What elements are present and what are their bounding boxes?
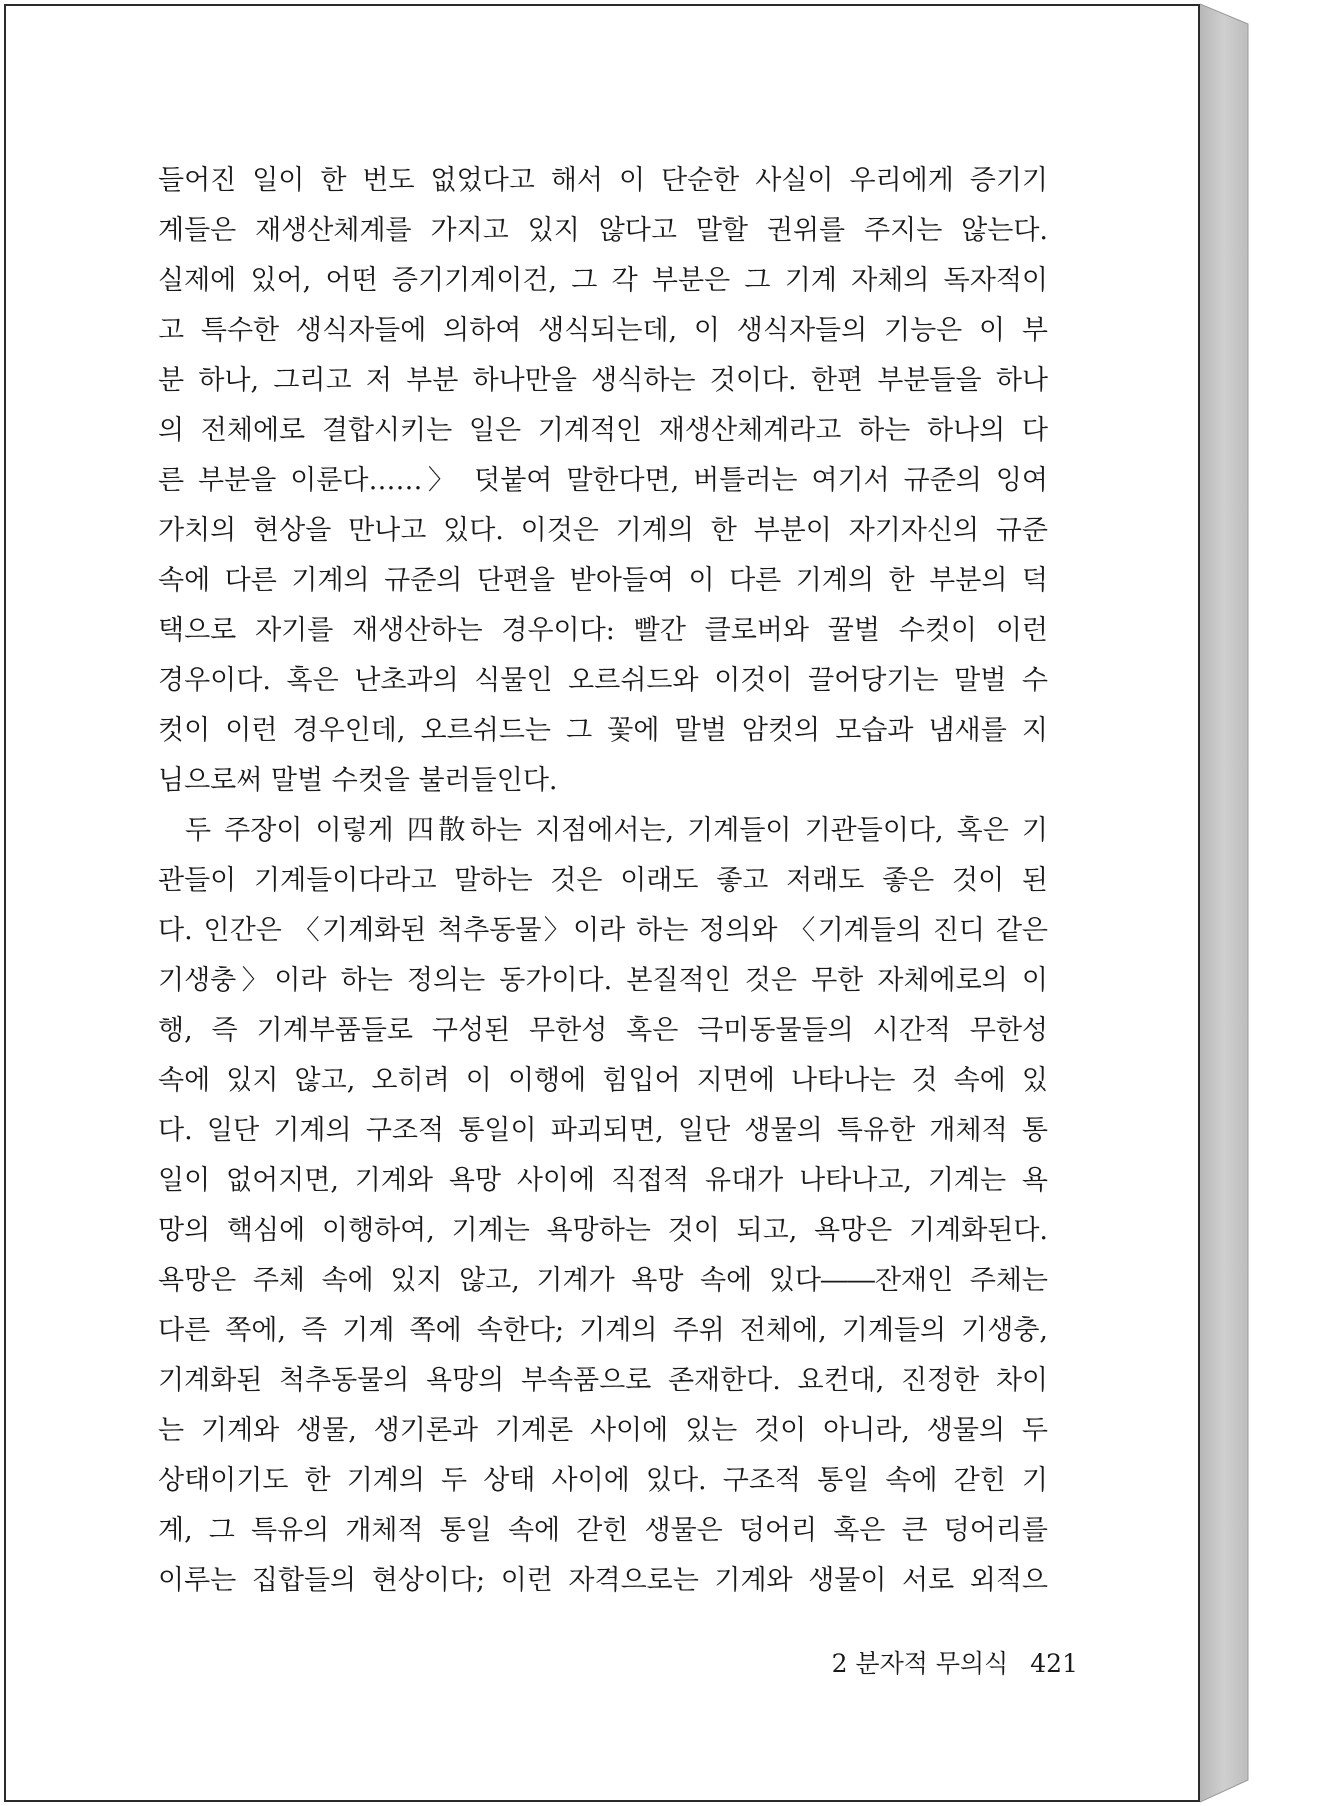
text-line-8: 가치의 현상을 만나고 있다. 이것은 기계의 한 부분이 자기자신의 규준 (158, 515, 1048, 546)
text-line-9: 속에 다른 기계의 규준의 단편을 받아들여 이 다른 기계의 한 부분의 덕 (158, 565, 1048, 596)
text-line-2: 계들은 재생산체계를 가지고 있지 않다고 말할 권위를 주지는 않는다. (158, 215, 1048, 246)
text-line-12: 컷이 이런 경우인데, 오르쉬드는 그 꽃에 말벌 암컷의 모습과 냄새를 지 (158, 715, 1048, 746)
text-line-19: 속에 있지 않고, 오히려 이 이행에 힘입어 지면에 나타나는 것 속에 있 (158, 1065, 1048, 1096)
text-line-13: 님으로써 말벌 수컷을 불러들인다. (158, 765, 558, 796)
text-line-27: 상태이기도 한 기계의 두 상태 사이에 있다. 구조적 통일 속에 갇힌 기 (158, 1465, 1048, 1496)
text-line-24: 다른 쪽에, 즉 기계 쪽에 속한다; 기계의 주위 전체에, 기계들의 기생충, (158, 1315, 1048, 1346)
text-line-11: 경우이다. 혹은 난초과의 식물인 오르쉬드와 이것이 끌어당기는 말벌 수 (158, 665, 1048, 696)
text-line-26: 는 기계와 생물, 생기론과 기계론 사이에 있는 것이 아니라, 생물의 두 (158, 1415, 1048, 1446)
text-line-28: 계, 그 특유의 개체적 통일 속에 갇힌 생물은 덩어리 혹은 큰 덩어리를 (158, 1515, 1048, 1546)
book-edge-face (1200, 4, 1248, 1802)
text-line-10: 택으로 자기를 재생산하는 경우이다: 빨간 클로버와 꿀벌 수컷이 이런 (158, 615, 1048, 646)
book-edge-shape (1200, 0, 1320, 1806)
book-edge (1200, 0, 1320, 1806)
text-line-17: 기생충〉이라 하는 정의는 동가이다. 본질적인 것은 무한 자체에로의 이 (158, 965, 1048, 996)
text-line-5: 분 하나, 그리고 저 부분 하나만을 생식하는 것이다. 한편 부분들을 하나 (158, 365, 1048, 396)
text-line-15: 관들이 기계들이다라고 말하는 것은 이래도 좋고 저래도 좋은 것이 된 (158, 865, 1048, 896)
body-text (158, 156, 1048, 1606)
page-number: 421 (1030, 1649, 1078, 1678)
running-footer-chapter: 2 분자적 무의식 (831, 1649, 1009, 1678)
text-line-21: 일이 없어지면, 기계와 욕망 사이에 직접적 유대가 나타나고, 기계는 욕 (158, 1165, 1048, 1196)
text-line-14: 두 주장이 이렇게 四散하는 지점에서는, 기계들이 기관들이다, 혹은 기 (185, 815, 1048, 846)
text-line-23: 욕망은 주체 속에 있지 않고, 기계가 욕망 속에 있다――잔재인 주체는 (158, 1265, 1048, 1296)
book-page (4, 4, 1200, 1802)
text-line-6: 의 전체에로 결합시키는 일은 기계적인 재생산체계라고 하는 하나의 다 (158, 415, 1048, 446)
text-line-1: 들어진 일이 한 번도 없었다고 해서 이 단순한 사실이 우리에게 증기기 (158, 165, 1048, 196)
text-line-29: 이루는 집합들의 현상이다; 이런 자격으로는 기계와 생물이 서로 외적으 (158, 1565, 1048, 1596)
text-line-25: 기계화된 척추동물의 욕망의 부속품으로 존재한다. 요컨대, 진정한 차이 (158, 1365, 1048, 1396)
text-line-7: 른 부분을 이룬다……〉 덧붙여 말한다면, 버틀러는 여기서 규준의 잉여 (158, 465, 1048, 496)
text-line-18: 행, 즉 기계부품들로 구성된 무한성 혹은 극미동물들의 시간적 무한성 (158, 1015, 1048, 1046)
text-line-4: 고 특수한 생식자들에 의하여 생식되는데, 이 생식자들의 기능은 이 부 (158, 315, 1048, 346)
text-line-3: 실제에 있어, 어떤 증기기계이건, 그 각 부분은 그 기계 자체의 독자적이 (158, 265, 1048, 296)
text-line-20: 다. 일단 기계의 구조적 통일이 파괴되면, 일단 생물의 특유한 개체적 통 (158, 1115, 1048, 1146)
page-footer (832, 1644, 1078, 1680)
text-line-16: 다. 인간은 〈기계화된 척추동물〉이라 하는 정의와 〈기계들의 진디 같은 (158, 915, 1048, 946)
text-line-22: 망의 핵심에 이행하여, 기계는 욕망하는 것이 되고, 욕망은 기계화된다. (158, 1215, 1048, 1246)
